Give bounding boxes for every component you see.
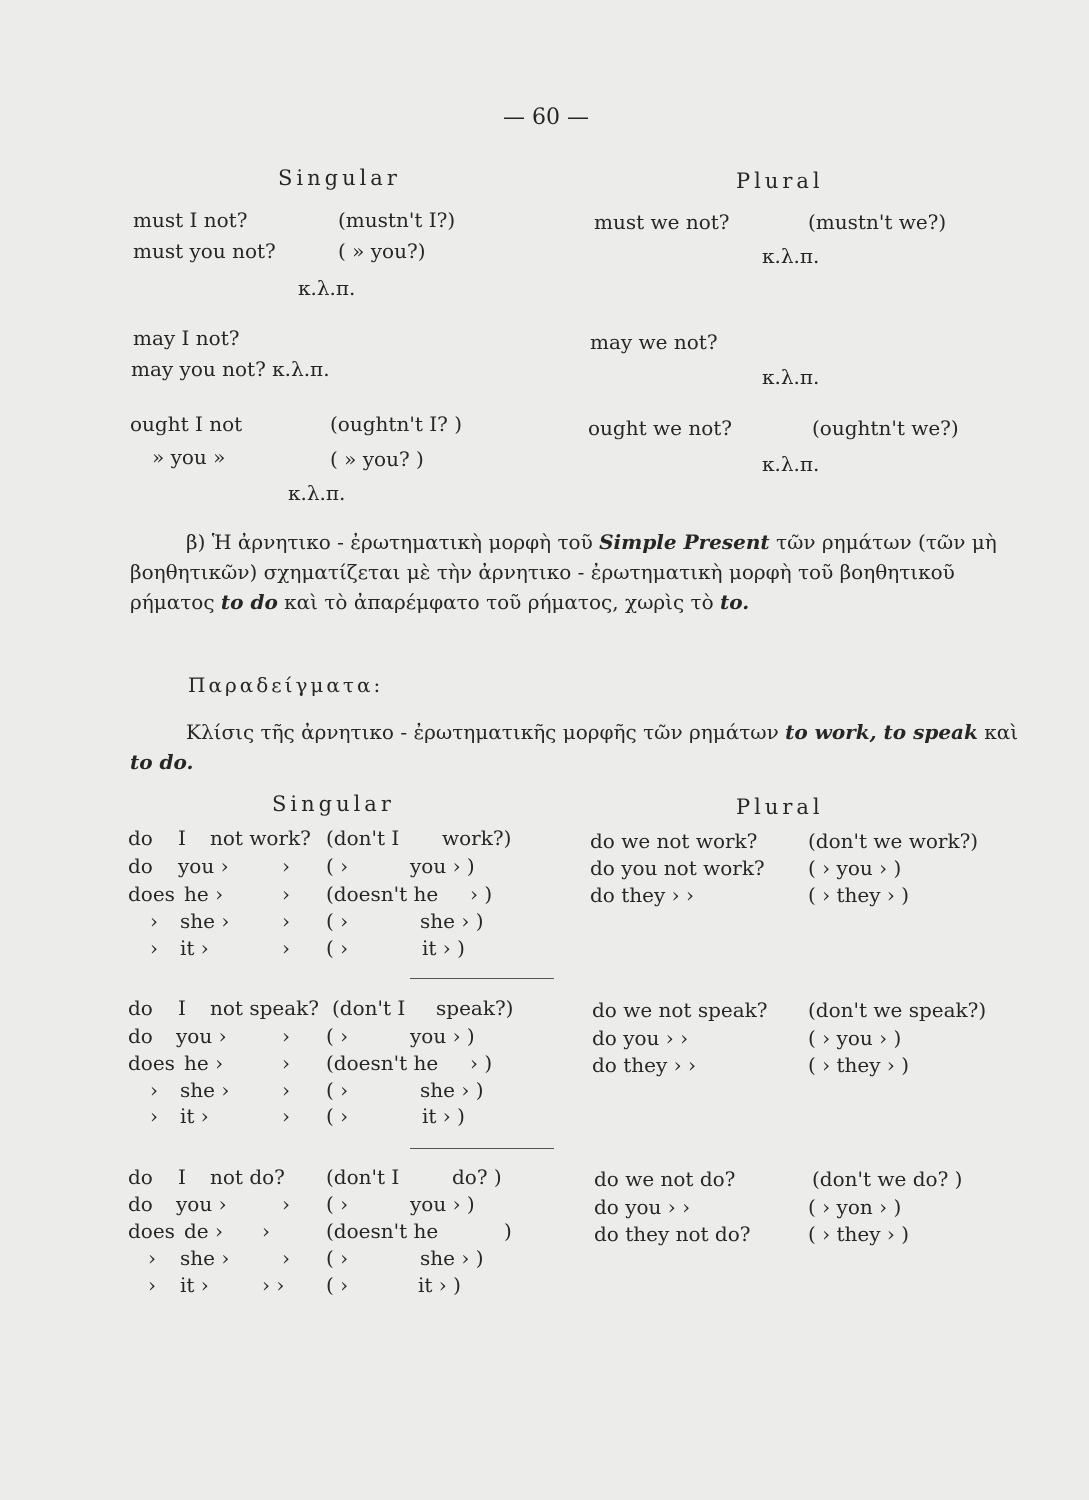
speak-aux-3: does [128, 1051, 175, 1075]
speak-subj-2: you › [176, 1024, 227, 1048]
work-short-b-2: you › ) [410, 854, 475, 878]
work-plural-2: do you not work? [590, 856, 765, 880]
oughtnt-we: (oughtn't we?) [812, 416, 959, 440]
klp-ought-singular: κ.λ.π. [288, 481, 346, 505]
do-plural-short-3: ( › they › ) [808, 1222, 910, 1246]
work-aux-1: do [128, 826, 153, 850]
do-term: to do. [130, 750, 194, 774]
speak-subj-5: it › [180, 1104, 209, 1128]
singular-header-2: Singular [272, 792, 395, 816]
work-short-a-5: ( › [326, 936, 349, 960]
conjugation-intro [130, 717, 1020, 777]
klp-ought-plural: κ.λ.π. [762, 452, 820, 476]
do-aux-1: do [128, 1165, 153, 1189]
work-plural-short-1: (don't we work?) [808, 829, 979, 853]
speak-aux-5: › [150, 1104, 158, 1128]
do-verb-2: › [282, 1192, 290, 1216]
work-subj-1: I [178, 826, 186, 850]
speak-short-a-5: ( › [326, 1104, 349, 1128]
do-plural-short-1: (don't we do? ) [812, 1167, 963, 1191]
may-you-not: may you not? κ.λ.π. [131, 357, 330, 381]
work-short-a-1: (don't I [326, 826, 400, 850]
work-aux-5: › [150, 936, 158, 960]
speak-plural-short-2: ( › you › ) [808, 1026, 902, 1050]
do-aux-3: does [128, 1219, 175, 1243]
speak-verb-2: › [282, 1024, 290, 1048]
klp-must-plural: κ.λ.π. [762, 244, 820, 268]
work-aux-2: do [128, 854, 153, 878]
speak-plural-3: do they › › [592, 1053, 696, 1077]
speak-aux-4: › [150, 1078, 158, 1102]
speak-plural-1: do we not speak? [592, 998, 768, 1022]
to-do-term: to do [220, 590, 278, 614]
do-short-a-5: ( › [326, 1273, 349, 1297]
do-verb-4: › [282, 1246, 290, 1270]
do-aux-5: › [148, 1273, 156, 1297]
examples-heading: Παραδείγματα: [188, 673, 384, 697]
speak-aux-2: do [128, 1024, 153, 1048]
work-verb-2: › [282, 854, 290, 878]
do-verb-1: not do? [210, 1165, 285, 1189]
work-subj-3: he › [184, 882, 224, 906]
block-divider [410, 1148, 554, 1149]
do-verb-5: › › [262, 1273, 285, 1297]
paragraph-beta [130, 527, 1020, 617]
speak-subj-3: he › [184, 1051, 224, 1075]
speak-short-b-3: › ) [470, 1051, 493, 1075]
speak-plural-short-3: ( › they › ) [808, 1053, 910, 1077]
speak-verb-1: not speak? [210, 996, 319, 1020]
speak-plural-short-1: (don't we speak?) [808, 998, 987, 1022]
work-short-b-3: › ) [470, 882, 493, 906]
mustnt-i: (mustn't I?) [338, 208, 456, 232]
do-short-b-4: she › ) [420, 1246, 484, 1270]
intro-text-1: Κλίσις τῆς ἀρνητικο - ἐρωτηματικῆς μορφῆς τῶν ρημάτων [186, 720, 786, 744]
must-we-not: must we not? [594, 210, 730, 234]
speak-short-a-2: ( › [326, 1024, 349, 1048]
do-subj-4: she › [180, 1246, 230, 1270]
singular-header: Singular [278, 166, 401, 190]
work-subj-2: you › [178, 854, 229, 878]
work-plural-short-2: ( › you › ) [808, 856, 902, 880]
klp-may-plural: κ.λ.π. [762, 365, 820, 389]
speak-short-b-5: it › ) [422, 1104, 465, 1128]
ought-we-not: ought we not? [588, 416, 732, 440]
speak-aux-1: do [128, 996, 153, 1020]
speak-verb-3: › [282, 1051, 290, 1075]
work-aux-4: › [150, 909, 158, 933]
do-plural-1: do we not do? [594, 1167, 736, 1191]
do-plural-short-2: ( › yon › ) [808, 1195, 902, 1219]
mustnt-you: ( » you?) [338, 239, 426, 263]
work-speak-terms: to work, to speak [785, 720, 978, 744]
work-aux-3: does [128, 882, 175, 906]
do-short-b-1: do? ) [452, 1165, 502, 1189]
may-we-not: may we not? [590, 330, 718, 354]
speak-verb-4: › [282, 1078, 290, 1102]
work-short-a-3: (doesn't he [326, 882, 439, 906]
do-short-a-3: (doesn't he [326, 1219, 439, 1243]
do-short-b-5: it › ) [418, 1273, 461, 1297]
do-subj-3: de › [184, 1219, 223, 1243]
do-subj-5: it › [180, 1273, 209, 1297]
work-short-a-4: ( › [326, 909, 349, 933]
do-short-a-2: ( › [326, 1192, 349, 1216]
work-short-b-5: it › ) [422, 936, 465, 960]
page-number: — 60 — [503, 105, 589, 130]
ought-you: » you » [152, 445, 226, 469]
speak-plural-2: do you › › [592, 1026, 689, 1050]
plural-header-2: Plural [736, 795, 824, 819]
do-plural-2: do you › › [594, 1195, 691, 1219]
do-verb-3: › [262, 1219, 270, 1243]
work-plural-3: do they › › [590, 883, 694, 907]
work-short-b-4: she › ) [420, 909, 484, 933]
do-aux-4: › [148, 1246, 156, 1270]
beta-text-3: καὶ τὸ ἀπαρέμφατο τοῦ ρήματος, χωρὶς τὸ [277, 590, 721, 614]
speak-subj-4: she › [180, 1078, 230, 1102]
speak-short-a-3: (doesn't he [326, 1051, 439, 1075]
to-term: to. [720, 590, 750, 614]
beta-text-1: β) Ἡ ἀρνητικο - ἐρωτηματικὴ μορφὴ τοῦ [186, 530, 600, 554]
may-i-not: may I not? [133, 326, 240, 350]
do-short-a-4: ( › [326, 1246, 349, 1270]
speak-subj-1: I [178, 996, 186, 1020]
block-divider [410, 978, 554, 979]
klp-must-singular: κ.λ.π. [298, 276, 356, 300]
work-verb-3: › [282, 882, 290, 906]
work-short-a-2: ( › [326, 854, 349, 878]
speak-short-a-1: (don't I [332, 996, 406, 1020]
mustnt-we: (mustn't we?) [808, 210, 947, 234]
do-short-b-2: you › ) [410, 1192, 475, 1216]
speak-short-b-1: speak?) [436, 996, 514, 1020]
work-verb-1: not work? [210, 826, 311, 850]
work-verb-5: › [282, 936, 290, 960]
do-short-b-3: ) [504, 1219, 512, 1243]
work-short-b-1: work?) [442, 826, 512, 850]
do-subj-2: you › [176, 1192, 227, 1216]
oughtnt-you: ( » you? ) [330, 447, 424, 471]
must-i-not: must I not? [133, 208, 248, 232]
do-subj-1: I [178, 1165, 186, 1189]
work-subj-4: she › [180, 909, 230, 933]
work-plural-1: do we not work? [590, 829, 758, 853]
intro-text-2: καὶ [977, 720, 1019, 744]
plural-header: Plural [736, 169, 824, 193]
speak-short-a-4: ( › [326, 1078, 349, 1102]
oughtnt-i: (oughtn't I? ) [330, 412, 463, 436]
beta-text-2: τῶν ρημάτων (τῶν μὴ βοηθητικῶν) σχηματίζεται μὲ τὴν ἀρνητικο - ἐρωτηματικὴ μορφὴ τοῦ βοηθητικοῦ ρήματος [130, 530, 997, 614]
do-plural-3: do they not do? [594, 1222, 751, 1246]
do-short-a-1: (don't I [326, 1165, 400, 1189]
simple-present-term: Simple Present [599, 530, 770, 554]
speak-verb-5: › [282, 1104, 290, 1128]
ought-i-not: ought I not [130, 412, 243, 436]
must-you-not: must you not? [133, 239, 276, 263]
do-aux-2: do [128, 1192, 153, 1216]
speak-short-b-4: she › ) [420, 1078, 484, 1102]
work-subj-5: it › [180, 936, 209, 960]
work-verb-4: › [282, 909, 290, 933]
work-plural-short-3: ( › they › ) [808, 883, 910, 907]
speak-short-b-2: you › ) [410, 1024, 475, 1048]
